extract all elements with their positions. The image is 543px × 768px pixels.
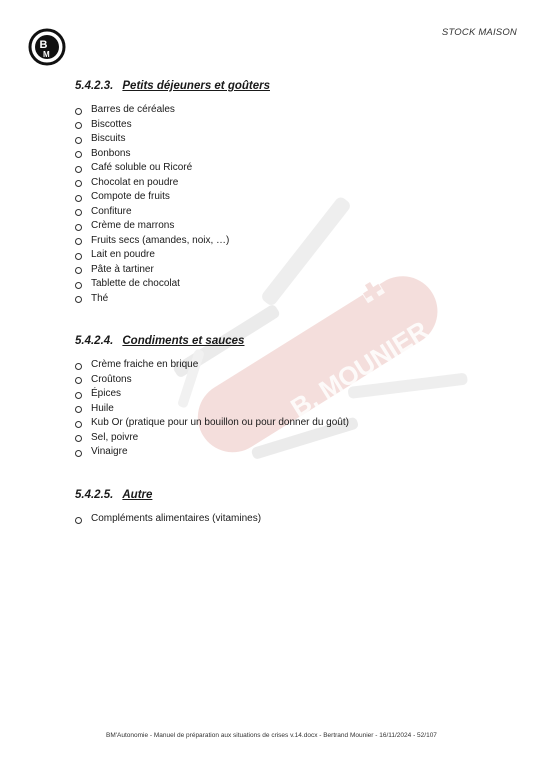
svg-text:B: B	[39, 39, 48, 51]
bullet-icon	[75, 180, 82, 187]
bullet-icon	[75, 122, 82, 129]
item-text: Thé	[91, 292, 109, 304]
list-item	[75, 234, 495, 249]
item-text: Bonbons	[91, 147, 131, 159]
list-item	[75, 147, 495, 162]
bullet-icon	[75, 195, 82, 202]
bullet-icon	[75, 435, 82, 442]
section-title: Autre	[122, 489, 153, 501]
section-autre	[75, 487, 495, 527]
list-item	[75, 205, 495, 220]
list-item	[75, 416, 495, 431]
section-condiments	[75, 333, 495, 460]
list-item	[75, 373, 495, 388]
bullet-icon	[75, 406, 82, 413]
section-number: 5.4.2.3.	[75, 80, 114, 92]
item-text: Biscottes	[91, 118, 132, 130]
item-text: Sel, poivre	[91, 431, 139, 443]
item-text: Croûtons	[91, 373, 132, 385]
list-item	[75, 161, 495, 176]
item-list	[75, 512, 495, 527]
item-text: Tablette de chocolat	[91, 278, 180, 289]
bullet-icon	[75, 296, 82, 303]
list-item	[75, 103, 495, 118]
bullet-icon	[75, 267, 82, 274]
item-text: Crème de marrons	[91, 220, 175, 231]
bullet-icon	[75, 209, 82, 216]
bullet-icon	[75, 282, 82, 289]
bullet-icon	[75, 253, 82, 260]
list-item	[75, 132, 495, 147]
list-item	[75, 431, 495, 446]
bm-logo-icon	[28, 28, 66, 66]
item-text: Compote de fruits	[91, 191, 170, 202]
header-section-label: STOCK MAISON	[441, 27, 517, 38]
item-text: Compléments alimentaires (vitamines)	[91, 513, 262, 524]
watermark-text: B. MOUNIER	[285, 314, 434, 423]
section-number: 5.4.2.4.	[75, 335, 114, 347]
list-item	[75, 263, 495, 278]
bullet-icon	[75, 392, 82, 399]
bullet-icon	[75, 108, 82, 115]
bullet-icon	[75, 224, 82, 231]
list-item	[75, 176, 495, 191]
section-title: Petits déjeuners et goûters	[122, 80, 270, 92]
list-item	[75, 292, 495, 307]
list-item	[75, 358, 495, 373]
section-petits-dejeuners	[75, 78, 495, 306]
bullet-icon	[75, 377, 82, 384]
list-item	[75, 190, 495, 205]
item-text: Barres de céréales	[91, 104, 175, 115]
item-text: Épices	[91, 388, 122, 399]
item-text: Confiture	[91, 205, 132, 217]
list-item	[75, 118, 495, 133]
item-text: Chocolat en poudre	[91, 176, 179, 188]
section-heading	[75, 78, 495, 94]
item-list	[75, 103, 495, 306]
item-text: Vinaigre	[91, 446, 128, 457]
item-list	[75, 358, 495, 460]
item-text: Crème fraiche en brique	[91, 359, 199, 370]
svg-text:M: M	[43, 50, 50, 59]
section-heading	[75, 333, 495, 349]
item-text: Biscuits	[91, 133, 126, 144]
item-text: Fruits secs (amandes, noix, …)	[91, 234, 230, 246]
bullet-icon	[75, 137, 82, 144]
item-text: Kub Or (pratique pour un bouillon ou pour donner du goût)	[91, 417, 349, 428]
bullet-icon	[75, 421, 82, 428]
bullet-icon	[75, 517, 82, 524]
bullet-icon	[75, 151, 82, 158]
bullet-icon	[75, 166, 82, 173]
section-title: Condiments et sauces	[122, 335, 245, 347]
list-item	[75, 277, 495, 292]
item-text: Lait en poudre	[91, 249, 155, 260]
page-footer: BM'Autonomie - Manuel de préparation aux situations de crises v.14.docx - Bertrand Mounier - 16/11/2024 - 52/107	[106, 732, 437, 739]
list-item	[75, 219, 495, 234]
list-item	[75, 512, 495, 527]
list-item	[75, 445, 495, 460]
item-text: Café soluble ou Ricoré	[91, 162, 193, 173]
item-text: Pâte à tartiner	[91, 263, 154, 275]
item-text: Huile	[91, 402, 114, 414]
list-item	[75, 387, 495, 402]
section-heading	[75, 487, 495, 503]
list-item	[75, 248, 495, 263]
bullet-icon	[75, 363, 82, 370]
list-item	[75, 402, 495, 417]
section-number: 5.4.2.5.	[75, 489, 114, 501]
bullet-icon	[75, 450, 82, 457]
bullet-icon	[75, 238, 82, 245]
